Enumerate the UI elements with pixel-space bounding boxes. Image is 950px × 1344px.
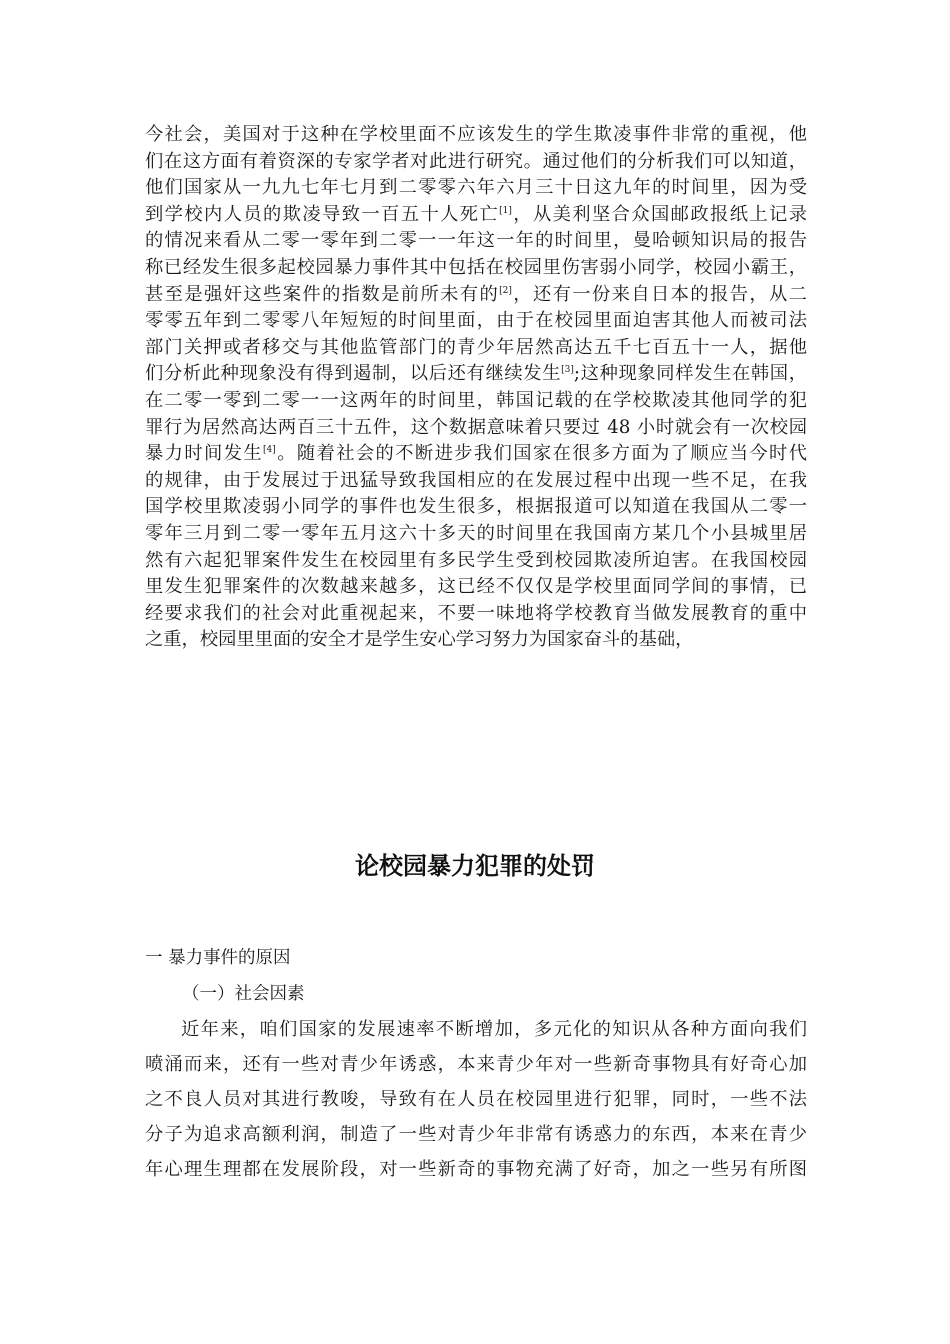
paragraph-line: 年心理生理都在发展阶段，对一些新奇的事物充满了好奇，加之一些另有所图 [145,1159,807,1180]
paragraph-line: 之不良人员对其进行教唆，导致有在人员在校园里进行犯罪，同时，一些不法 [145,1089,807,1110]
paragraph-line: 在二零一零到二零一一这两年的时间里，韩国记载的在学校欺凌其他同学的犯 [145,389,807,411]
paragraph-line: 里发生犯罪案件的次数越来越多，这已经不仅仅是学校里面同学间的事情，已 [145,576,807,598]
subsection-heading: （一）社会因素 [182,984,305,1004]
paragraph-line: 经要求我们的社会对此重视起来，不要一味地将学校教育当做发展教育的重中 [145,602,807,624]
paragraph-line: 然有六起犯罪案件发生在校园里有多民学生受到校园欺凌所迫害。在我国校园 [145,549,807,571]
paragraph-line: 近年来，咱们国家的发展速率不断增加，多元化的知识从各种方面向我们 [181,1019,807,1040]
paragraph-line: 之重，校园里里面的安全才是学生安心学习努力为国家奋斗的基础， [145,629,694,651]
paragraph-line: 的情况来看从二零一零年到二零一一年这一年的时间里，曼哈顿知识局的报告 [145,230,807,252]
paragraph-line: 他们国家从一九九七年七月到二零零六年六月三十日这九年的时间里，因为受 [145,177,807,199]
paragraph-line: 部门关押或者移交与其他监管部门的青少年居然高达五千七百五十一人，据他 [145,336,807,358]
section-heading: 一 暴力事件的原因 [145,948,291,968]
document-title: 论校园暴力犯罪的处罚 [355,852,595,880]
paragraph-line: 今社会，美国对于这种在学校里面不应该发生的学生欺凌事件非常的重视，他 [145,124,807,145]
footnote-ref-3[interactable]: [3] [561,365,574,376]
paragraph-line: 罪行为居然高达两百三十五件，这个数据意味着只要过 48 小时就会有一次校园 [145,416,807,438]
paragraph-line: 零年三月到二零一零年五月这六十多天的时间里在我国南方某几个小县城里居 [145,522,807,544]
footnote-ref-4[interactable]: [4] [263,445,276,456]
paragraph-line: 喷涌而来，还有一些对青少年诱惑，本来青少年对一些新奇事物具有好奇心加 [145,1054,807,1075]
paragraph-line: 暴力时间发生[4]。随着社会的不断进步我们国家在很多方面为了顺应当今时代 [145,443,808,465]
paragraph-line: 称已经发生很多起校园暴力事件其中包括在校园里伤害弱小同学，校园小霸王， [145,256,807,278]
paragraph-line: 甚至是强奸这些案件的指数是前所未有的[2]，还有一份来自日本的报告，从二 [145,283,808,305]
paragraph-line: 们在这方面有着资深的专家学者对此进行研究。通过他们的分析我们可以知道， [145,150,807,172]
footnote-ref-2[interactable]: [2] [499,285,512,296]
paragraph-line: 分子为追求高额利润，制造了一些对青少年非常有诱惑力的东西，本来在青少 [145,1124,807,1145]
top-paragraph [145,122,807,654]
paragraph-line: 零零五年到二零零八年短短的时间里面，由于在校园里面迫害其他人而被司法 [145,310,807,332]
paragraph-line: 的规律，由于发展过于迅猛导致我国相应的在发展过程中出现一些不足，在我 [145,469,807,491]
paragraph-line: 们分析此种现象没有得到遏制，以后还有继续发生[3];这种现象同样发生在韩国， [145,363,807,385]
paragraph-line: 国学校里欺凌弱小同学的事件也发生很多，根据报道可以知道在我国从二零一 [145,496,807,518]
paragraph-line: 到学校内人员的欺凌导致一百五十人死亡[1]，从美利坚合众国邮政报纸上记录 [145,203,808,225]
body-paragraph [145,1012,807,1187]
footnote-ref-1[interactable]: [1] [499,205,512,216]
